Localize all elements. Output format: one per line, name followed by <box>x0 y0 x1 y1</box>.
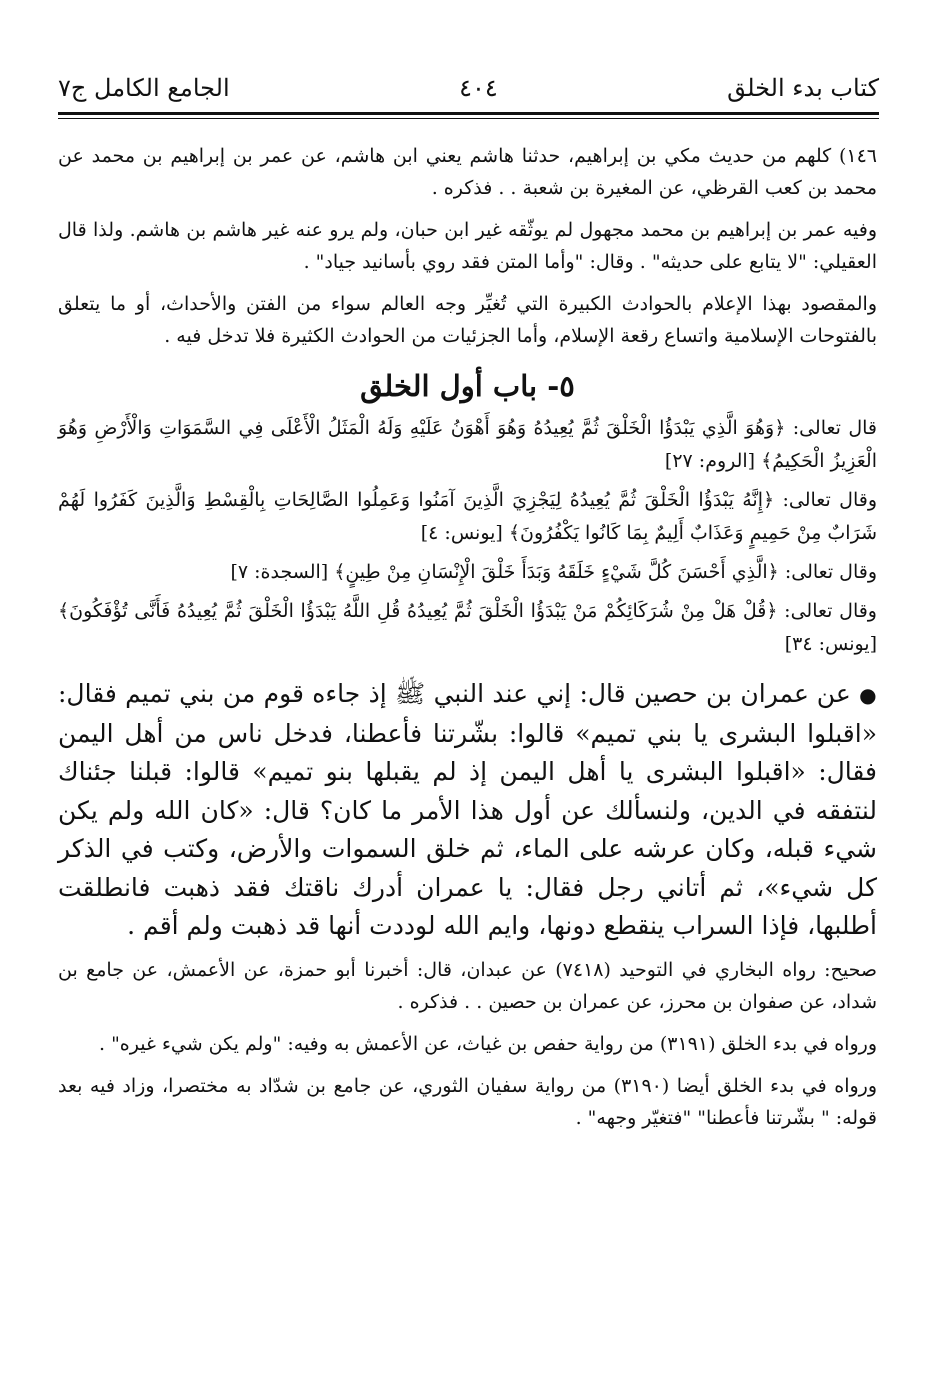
header-rule-thin <box>58 118 879 119</box>
page-content <box>58 140 877 1134</box>
hadith-body: عن عمران بن حصين قال: إني عند النبي ﷺ إذ جاءه قوم من بني تميم فقال: «اقبلوا البشرى يا بني تميم» قالوا: بشّرتنا فأعطنا، فدخل ناس من أهل اليمن فقال: «اقبلوا البشرى يا أهل اليمن إذ لم يقبلها بنو تميم» قالوا: قبلنا جئناك لنتفقه في الدين، ولنسألك عن أول هذا الأمر ما كان؟ قال: «كان الله ولم يكن شيء قبله، وكان عرشه على الماء، ثم خلق السموات والأرض، وكتب في الذكر كل شيء»، ثم أتاني رجل فقال: يا عمران أدرك ناقتك فقد ذهبت فانطلقت أطلبها، فإذا السراب ينقطع دونها، وايم الله لوددت أنها قد ذهبت ولم أقم . <box>58 679 877 940</box>
header-rule-thick <box>58 112 879 115</box>
takhrij-paragraph-2: ورواه في بدء الخلق (٣١٩١) من رواية حفص بن غياث، عن الأعمش به وفيه: "ولم يكن شيء غيره" . <box>98 1032 877 1055</box>
bullet-icon: ● <box>859 683 877 707</box>
quran-verse-4: وقال تعالى: ﴿قُلْ هَلْ مِنْ شُرَكَائِكُمْ مَنْ يَبْدَؤُا الْخَلْقَ ثُمَّ يُعِيدُهُ قُلِ اللَّهُ يَبْدَؤُا الْخَلْقَ ثُمَّ يُعِيدُهُ فَأَنَّى تُؤْفَكُونَ﴾ [يونس: ٣٤] <box>58 600 877 655</box>
quran-verse-1: قال تعالى: ﴿وَهُوَ الَّذِي يَبْدَؤُا الْخَلْقَ ثُمَّ يُعِيدُهُ وَهُوَ أَهْوَنُ عَلَيْهِ وَلَهُ الْمَثَلُ الْأَعْلَى فِي السَّمَوَاتِ وَالْأَرْضِ وَهُوَ الْعَزِيزُ الْحَكِيمُ﴾ [الروم: ٢٧] <box>58 417 878 472</box>
page-header <box>58 62 879 102</box>
footnote-paragraph-2: وفيه عمر بن إبراهيم بن محمد مجهول لم يوثّقه غير ابن حبان، ولم يرو عنه غير هاشم بن هاشم. ولذا قال العقيلي: "لا يتابع على حديثه" . وقال: "وأما المتن فقد روي بأسانيد جياد" . <box>58 219 877 273</box>
chapter-heading: ٥- باب أول الخلق <box>360 369 575 403</box>
header-page-number: ٤٠٤ <box>459 74 498 102</box>
takhrij-paragraph-1: صحيح: رواه البخاري في التوحيد (٧٤١٨) عن عبدان، قال: أخبرنا أبو حمزة، عن الأعمش، عن جامع بن شداد، عن صفوان بن محرز، عن عمران بن حصين . . فذكره . <box>58 958 877 1013</box>
quran-verse-3: وقال تعالى: ﴿الَّذِي أَحْسَنَ كُلَّ شَيْءٍ خَلَقَهُ وَبَدَأَ خَلْقَ الْإِنْسَانِ مِنْ طِينٍ﴾ [السجدة: ٧] <box>230 561 877 583</box>
footnote-paragraph-3: والمقصود بهذا الإعلام بالحوادث الكبيرة التي تُغيِّر وجه العالم سواء من الفتن والأحداث، أو ما يتعلق بالفتوحات الإسلامية واتساع رقعة الإسلام، وأما الجزئيات من الحوادث الكثيرة فلا تدخل فيه . <box>58 293 877 347</box>
hadith-text <box>58 675 877 946</box>
header-book-title: الجامع الكامل ج٧ <box>58 74 230 102</box>
header-chapter-title: كتاب بدء الخلق <box>727 74 879 102</box>
footnote-paragraph-1: ١٤٦) كلهم من حديث مكي بن إبراهيم، حدثنا هاشم يعني ابن هاشم، عن عمر بن إبراهيم بن محمد عن محمد بن كعب القرظي، عن المغيرة بن شعبة . . فذكره . <box>58 145 877 199</box>
quran-verse-2: وقال تعالى: ﴿إِنَّهُ يَبْدَؤُا الْخَلْقَ ثُمَّ يُعِيدُهُ لِيَجْزِيَ الَّذِينَ آمَنُوا وَعَمِلُوا الصَّالِحَاتِ بِالْقِسْطِ وَالَّذِينَ كَفَرُوا لَهُمْ شَرَابٌ مِنْ حَمِيمٍ وَعَذَابٌ أَلِيمٌ بِمَا كَانُوا يَكْفُرُونَ﴾ [يونس: ٤] <box>58 489 877 544</box>
takhrij-paragraph-3: ورواه في بدء الخلق أيضا (٣١٩٠) من رواية سفيان الثوري، عن جامع بن شدّاد به مختصرا، وزاد فيه بعد قوله: " بشّرتنا فأعطنا" "فتغيّر وجهه" . <box>58 1074 877 1129</box>
